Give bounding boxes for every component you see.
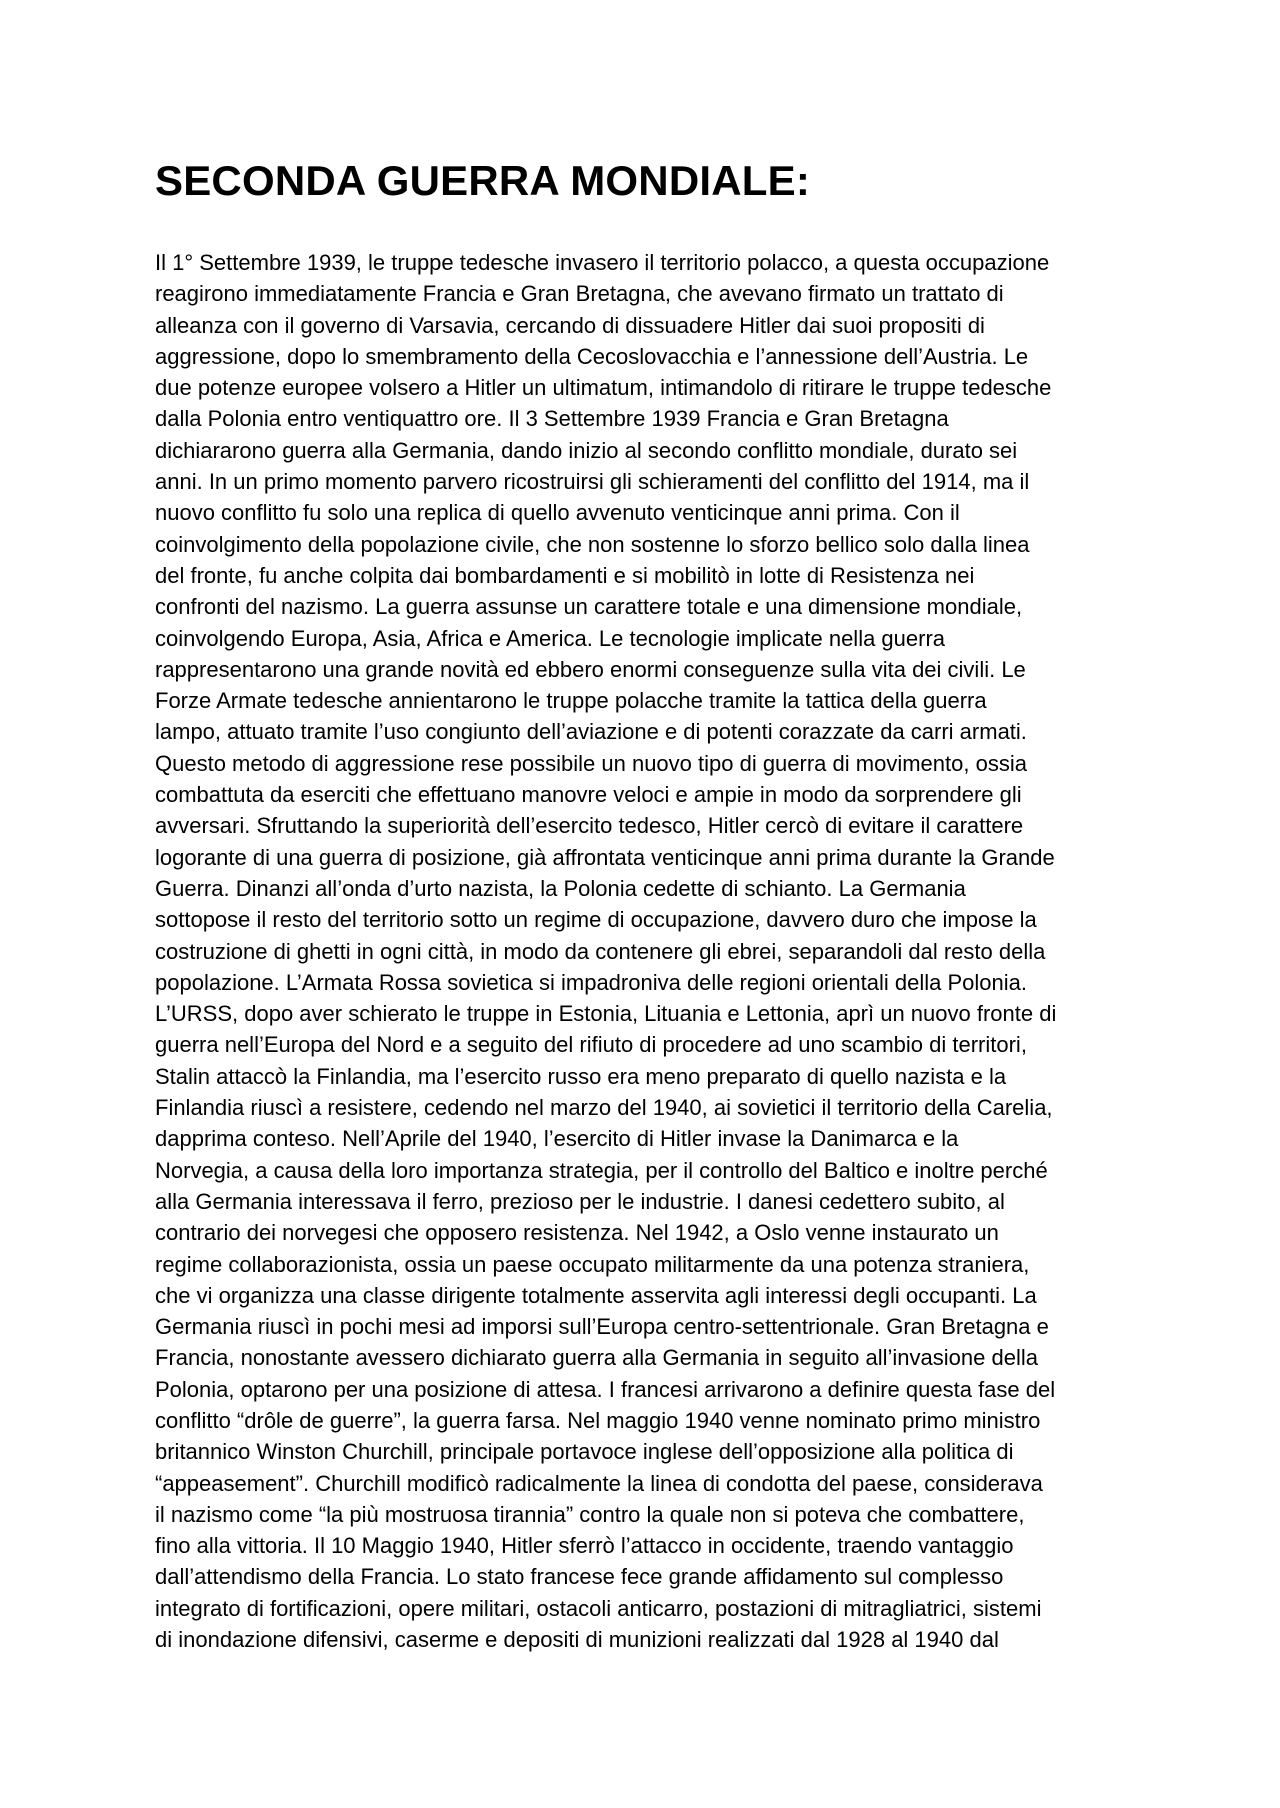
text-line: combattuta da eserciti che effettuano manovre veloci e ampie in modo da sorprendere gli <box>155 782 1022 808</box>
text-line: dapprima conteso. Nell’Aprile del 1940, l’esercito di Hitler invase la Danimarca e la <box>155 1126 959 1152</box>
text-line: Guerra. Dinanzi all’onda d’urto nazista, la Polonia cedette di schianto. La Germania <box>155 875 966 901</box>
text-line: del fronte, fu anche colpita dai bombardamenti e si mobilitò in lotte di Resistenza nei <box>155 562 975 588</box>
text-line: conflitto “drôle de guerre”, la guerra farsa. Nel maggio 1940 venne nominato primo ministro <box>155 1407 1041 1433</box>
text-line: Germania riuscì in pochi mesi ad imporsi sull’Europa centro-settentrionale. Gran Bretagna e <box>155 1314 1049 1340</box>
text-line: dall’attendismo della Francia. Lo stato francese fece grande affidamento sul complesso <box>155 1564 1004 1590</box>
text-line: confronti del nazismo. La guerra assunse un carattere totale e una dimensione mondiale, <box>155 594 1023 620</box>
text-line: Finlandia riuscì a resistere, cedendo nel marzo del 1940, ai sovietici il territorio della Carelia, <box>155 1095 1053 1121</box>
text-line: Questo metodo di aggressione rese possibile un nuovo tipo di guerra di movimento, ossia <box>155 750 1027 776</box>
text-line: popolazione. L’Armata Rossa sovietica si impadroniva delle regioni orientali della Polonia. <box>155 969 1027 995</box>
text-line: L’URSS, dopo aver schierato le truppe in Estonia, Lituania e Lettonia, aprì un nuovo fronte di <box>155 1001 1057 1027</box>
text-line: sottopose il resto del territorio sotto un regime di occupazione, davvero duro che impose la <box>155 907 1037 933</box>
text-line: dalla Polonia entro ventiquattro ore. Il 3 Settembre 1939 Francia e Gran Bretagna <box>155 406 949 432</box>
text-line: Forze Armate tedesche annientarono le truppe polacche tramite la tattica della guerra <box>155 688 987 714</box>
text-line: regime collaborazionista, ossia un paese occupato militarmente da una potenza straniera, <box>155 1251 1030 1277</box>
text-line: britannico Winston Churchill, principale portavoce inglese dell’opposizione alla politica di <box>155 1439 1014 1465</box>
text-line: due potenze europee volsero a Hitler un ultimatum, intimandolo di ritirare le truppe tedesche <box>155 375 1052 401</box>
text-line: coinvolgimento della popolazione civile, che non sostenne lo sforzo bellico solo dalla linea <box>155 531 1030 557</box>
text-line: guerra nell’Europa del Nord e a seguito del rifiuto di procedere ad uno scambio di territori, <box>155 1032 1027 1058</box>
text-line: logorante di una guerra di posizione, già affrontata venticinque anni prima durante la Grande <box>155 844 1055 870</box>
text-line: integrato di fortificazioni, opere militari, ostacoli anticarro, postazioni di mitragliatrici, sistemi <box>155 1595 1042 1621</box>
text-line: dichiararono guerra alla Germania, dando inizio al secondo conflitto mondiale, durato sei <box>155 437 1018 463</box>
text-line: Stalin attaccò la Finlandia, ma l’esercito russo era meno preparato di quello nazista e la <box>155 1063 1007 1089</box>
text-line: aggressione, dopo lo smembramento della Cecoslovacchia e l’annessione dell’Austria. Le <box>155 343 1029 369</box>
text-line: costruzione di ghetti in ogni città, in modo da contenere gli ebrei, separandoli dal resto della <box>155 938 1046 964</box>
text-line: lampo, attuato tramite l’uso congiunto dell’aviazione e di potenti corazzate da carri armati. <box>155 719 1027 745</box>
text-line: reagirono immediatamente Francia e Gran Bretagna, che avevano firmato un trattato di <box>155 281 1004 307</box>
body-paragraph <box>155 247 1135 1655</box>
text-line: Polonia, optarono per una posizione di attesa. I francesi arrivarono a definire questa fase del <box>155 1376 1056 1402</box>
text-line: che vi organizza una classe dirigente totalmente asservita agli interessi degli occupanti. La <box>155 1282 1037 1308</box>
text-line: Norvegia, a causa della loro importanza strategia, per il controllo del Baltico e inoltre perché <box>155 1157 1048 1183</box>
text-line: di inondazione difensivi, caserme e depositi di munizioni realizzati dal 1928 al 1940 dal <box>155 1627 999 1653</box>
text-line: Il 1° Settembre 1939, le truppe tedesche invasero il territorio polacco, a questa occupazione <box>155 250 1050 275</box>
text-line: fino alla vittoria. Il 10 Maggio 1940, Hitler sferrò l’attacco in occidente, traendo vantaggio <box>155 1533 1014 1559</box>
text-line: alla Germania interessava il ferro, prezioso per le industrie. I danesi cedettero subito, al <box>155 1188 1005 1214</box>
text-line: Francia, nonostante avessero dichiarato guerra alla Germania in seguito all’invasione della <box>155 1345 1038 1371</box>
page-title: SECONDA GUERRA MONDIALE: <box>155 157 811 204</box>
text-line: anni. In un primo momento parvero ricostruirsi gli schieramenti del conflitto del 1914, ma il <box>155 469 1030 495</box>
text-line: coinvolgendo Europa, Asia, Africa e America. Le tecnologie implicate nella guerra <box>155 625 946 651</box>
text-line: rappresentarono una grande novità ed ebbero enormi conseguenze sulla vita dei civili. Le <box>155 656 1026 682</box>
text-line: avversari. Sfruttando la superiorità dell’esercito tedesco, Hitler cercò di evitare il carattere <box>155 813 1024 839</box>
text-line: “appeasement”. Churchill modificò radicalmente la linea di condotta del paese, considerava <box>155 1470 1043 1496</box>
text-line: nuovo conflitto fu solo una replica di quello avvenuto venticinque anni prima. Con il <box>155 500 960 526</box>
text-line: il nazismo come “la più mostruosa tirannia” contro la quale non si poteva che combattere, <box>155 1501 1025 1527</box>
text-line: alleanza con il governo di Varsavia, cercando di dissuadere Hitler dai suoi propositi di <box>155 312 985 338</box>
text-line: contrario dei norvegesi che opposero resistenza. Nel 1942, a Oslo venne instaurato un <box>155 1220 999 1246</box>
